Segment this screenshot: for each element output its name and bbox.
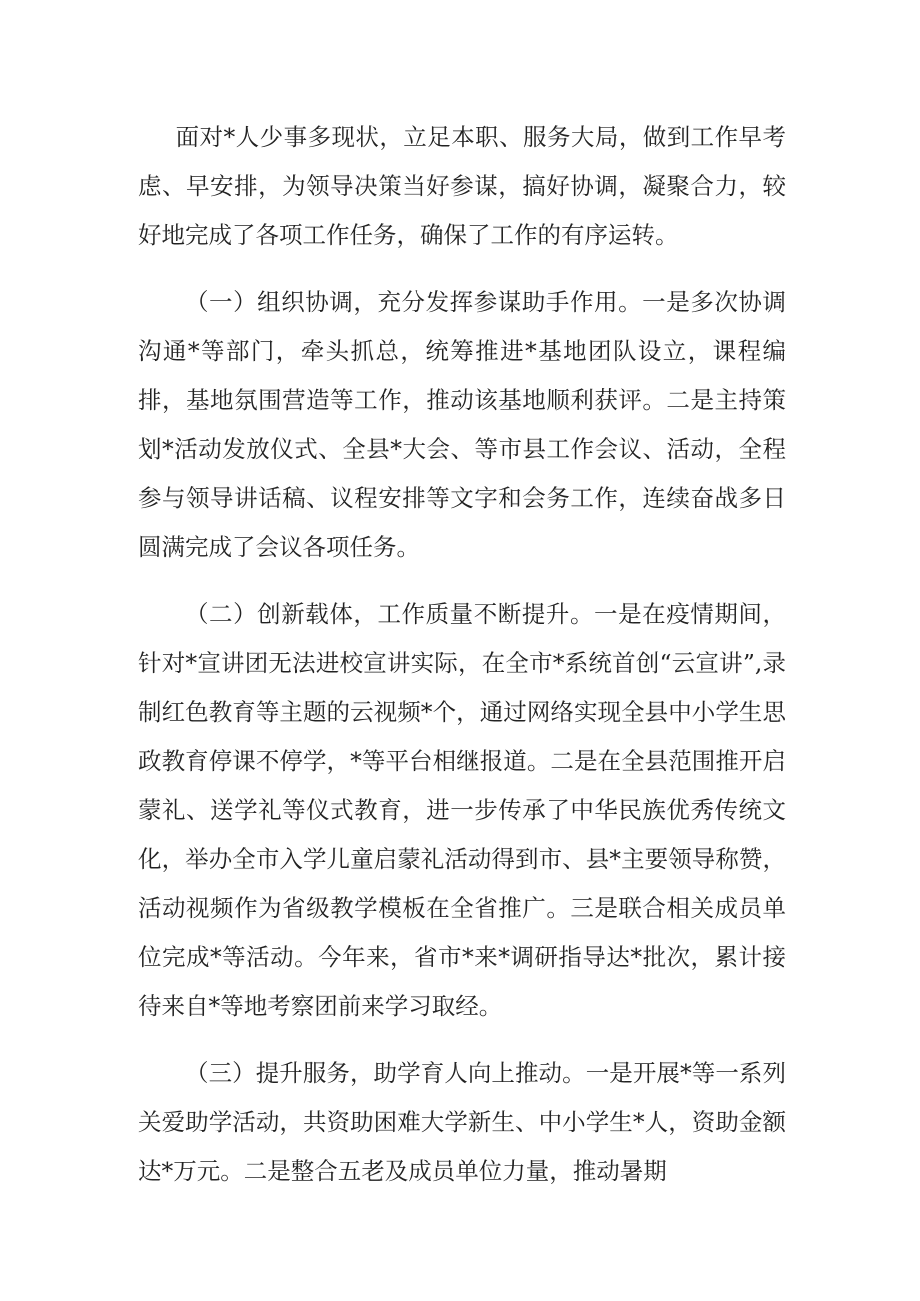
paragraph-intro: 面对*人少事多现状，立足本职、服务大局，做到工作早考虑、早安排，为领导决策当好参谋，搞好协调，凝聚合力，较好地完成了各项工作任务，确保了工作的有序运转。 (138, 123, 786, 249)
document-body (138, 113, 786, 1214)
paragraph-section-1: （一）组织协调，充分发挥参谋助手作用。一是多次协调沟通*等部门，牵头抓总，统筹推进*基地团队设立，课程编排，基地氛围营造等工作，推动该基地顺利获评。二是主持策划*活动发放仪式、全县*大会、等市县工作会议、活动，全程参与领导讲话稿、议程安排等文字和会务工作，连续奋战多日圆满完成了会议各项任务。 (138, 288, 786, 561)
paragraph-section-3: （三）提升服务，助学育人向上推动。一是开展*等一系列关爱助学活动，共资助困难大学新生、中小学生*人，资助金额达*万元。二是整合五老及成员单位力量，推动暑期 (138, 1059, 786, 1185)
paragraph-section-2: （二）创新载体，工作质量不断提升。一是在疫情期间，针对*宣讲团无法进校宣讲实际，在全市*系统首创“云宣讲”,录制红色教育等主题的云视频*个，通过网络实现全县中小学生思政教育停课不停学，*等平台相继报道。二是在全县范围推开启蒙礼、送学礼等仪式教育，进一步传承了中华民族优秀传统文化，举办全市入学儿童启蒙礼活动得到市、县*主要领导称赞，活动视频作为省级教学模板在全省推广。三是联合相关成员单位完成*等活动。今年来，省市*来*调研指导达*批次，累计接待来自*等地考察团前来学习取经。 (138, 600, 786, 1020)
